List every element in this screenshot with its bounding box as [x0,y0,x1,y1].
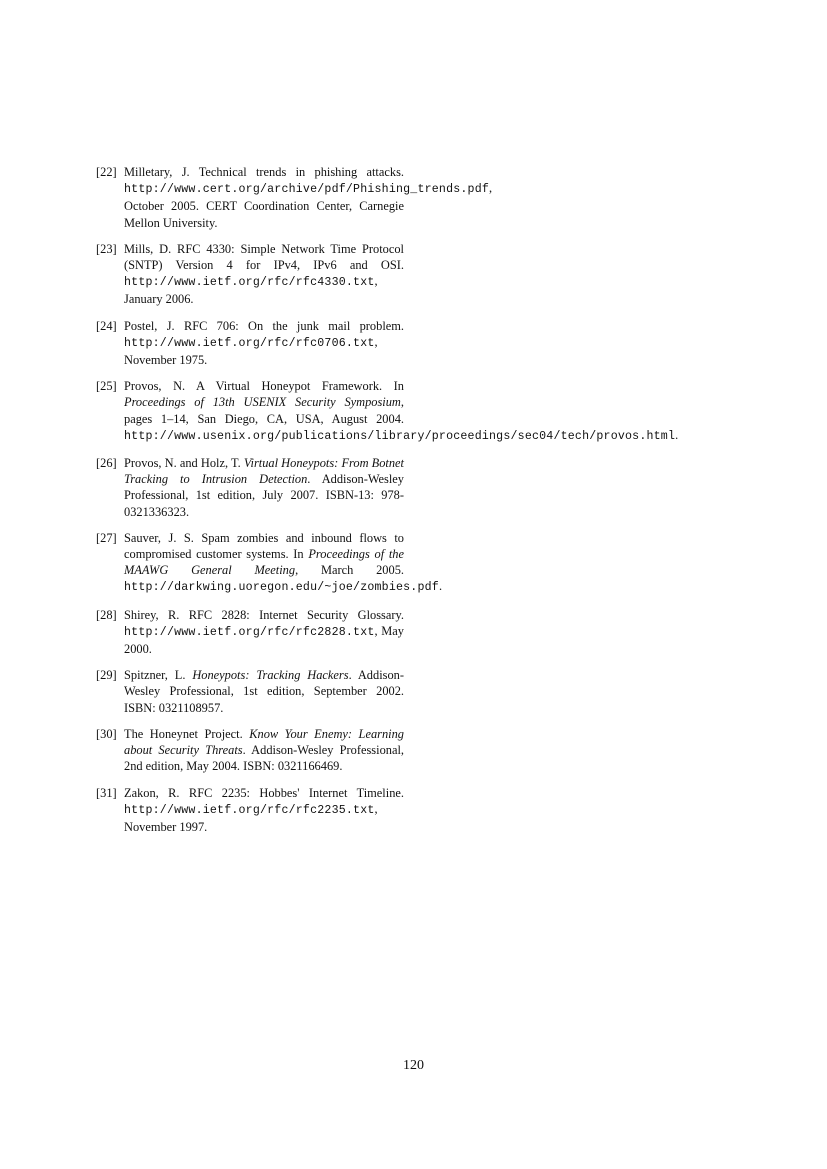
reference-text [124,786,404,834]
reference-url[interactable]: http://www.ietf.org/rfc/rfc4330.txt [124,276,375,290]
reference-text [124,608,404,656]
reference-segment: . [438,579,443,594]
reference-text [124,727,404,773]
reference-url[interactable]: http://www.ietf.org/rfc/rfc0706.txt [124,336,375,350]
reference-title: Virtual Honeypots: From Botnet Tracking to Intrusion Detection [124,456,404,487]
reference-list [96,164,679,845]
reference-item [96,455,404,520]
reference-segment: . Addison-Wesley Professional, 1st edition, September 2002. ISBN: 0321108957. [124,668,404,715]
reference-segment: Postel, J. RFC 706: On the junk mail problem. [124,318,404,333]
reference-text [124,379,678,442]
reference-segment: , November 1975. [124,334,378,368]
reference-url[interactable]: http://www.ietf.org/rfc/rfc2828.txt [124,625,375,639]
reference-item [96,785,404,836]
reference-segment: Provos, N. and Holz, T. [124,456,244,471]
reference-segment: . Addison-Wesley Professional, 1st edition, July 2007. ISBN-13: 978-0321336323. [124,472,404,519]
reference-number: [31] [96,785,117,800]
reference-segment: . Addison-Wesley Professional, 2nd edition, May 2004. ISBN: 0321166469. [124,743,404,774]
reference-number: [25] [96,379,117,394]
reference-segment: , pages 1–14, San Diego, CA, USA, August 2004. [124,395,404,426]
reference-segment: Shirey, R. RFC 2828: Internet Security Glossary. [124,607,404,622]
reference-text [124,456,404,519]
reference-number: [29] [96,668,117,683]
reference-segment: Zakon, R. RFC 2235: Hobbes' Internet Timeline. [124,785,404,800]
reference-segment: , March 2005. [295,563,404,578]
reference-item [96,726,404,775]
reference-text [124,319,404,367]
reference-title: Proceedings of the MAAWG General Meeting [124,547,404,578]
reference-url[interactable]: http://www.usenix.org/publications/library/proceedings/sec04/tech/provos.html [124,429,676,443]
reference-text [124,668,404,714]
reference-segment: Sauver, J. S. Spam zombies and inbound flows to compromised customer systems. In [124,530,404,562]
reference-segment: . [675,427,679,442]
page-number: 120 [403,1058,424,1073]
reference-title: Know Your Enemy: Learning about Security Threats [124,726,404,758]
reference-title: Proceedings of 13th USENIX Security Symposium [124,395,401,410]
reference-text [124,165,492,230]
reference-segment: , May 2000. [124,623,404,657]
reference-item [96,241,404,308]
reference-number: [28] [96,607,117,622]
reference-item [96,607,404,658]
reference-segment: Provos, N. A Virtual Honeypot Framework. In [124,379,404,394]
reference-segment: , November 1997. [124,801,378,834]
reference-number: [23] [96,241,117,256]
reference-text [124,242,404,307]
reference-title: Honeypots: Tracking Hackers [192,668,349,683]
reference-url[interactable]: http://www.cert.org/archive/pdf/Phishing_trends.pdf [124,183,490,197]
reference-number: [26] [96,456,117,471]
reference-segment: Milletary, J. Technical trends in phishing attacks. [124,165,404,179]
reference-number: [22] [96,165,117,179]
reference-segment: , January 2006. [124,274,378,307]
reference-text [124,531,442,594]
reference-url[interactable]: http://www.ietf.org/rfc/rfc2235.txt [124,803,375,817]
reference-item [96,164,493,231]
reference-segment: The Honeynet Project. [124,726,250,741]
reference-segment: , October 2005. CERT Coordination Center, Carnegie Mellon University. [124,181,493,230]
reference-number: [27] [96,530,117,545]
reference-number: [30] [96,726,117,741]
reference-url[interactable]: http://darkwing.uoregon.edu/~joe/zombies.pdf [124,581,439,595]
reference-item [96,318,404,369]
reference-item [96,530,443,597]
reference-number: [24] [96,318,117,333]
reference-item [96,378,679,445]
reference-segment: Spitzner, L. [124,668,193,683]
reference-item [96,667,404,716]
reference-segment: Mills, D. RFC 4330: Simple Network Time Protocol (SNTP) Version 4 for IPv4, IPv6 and OSI. [124,241,404,273]
